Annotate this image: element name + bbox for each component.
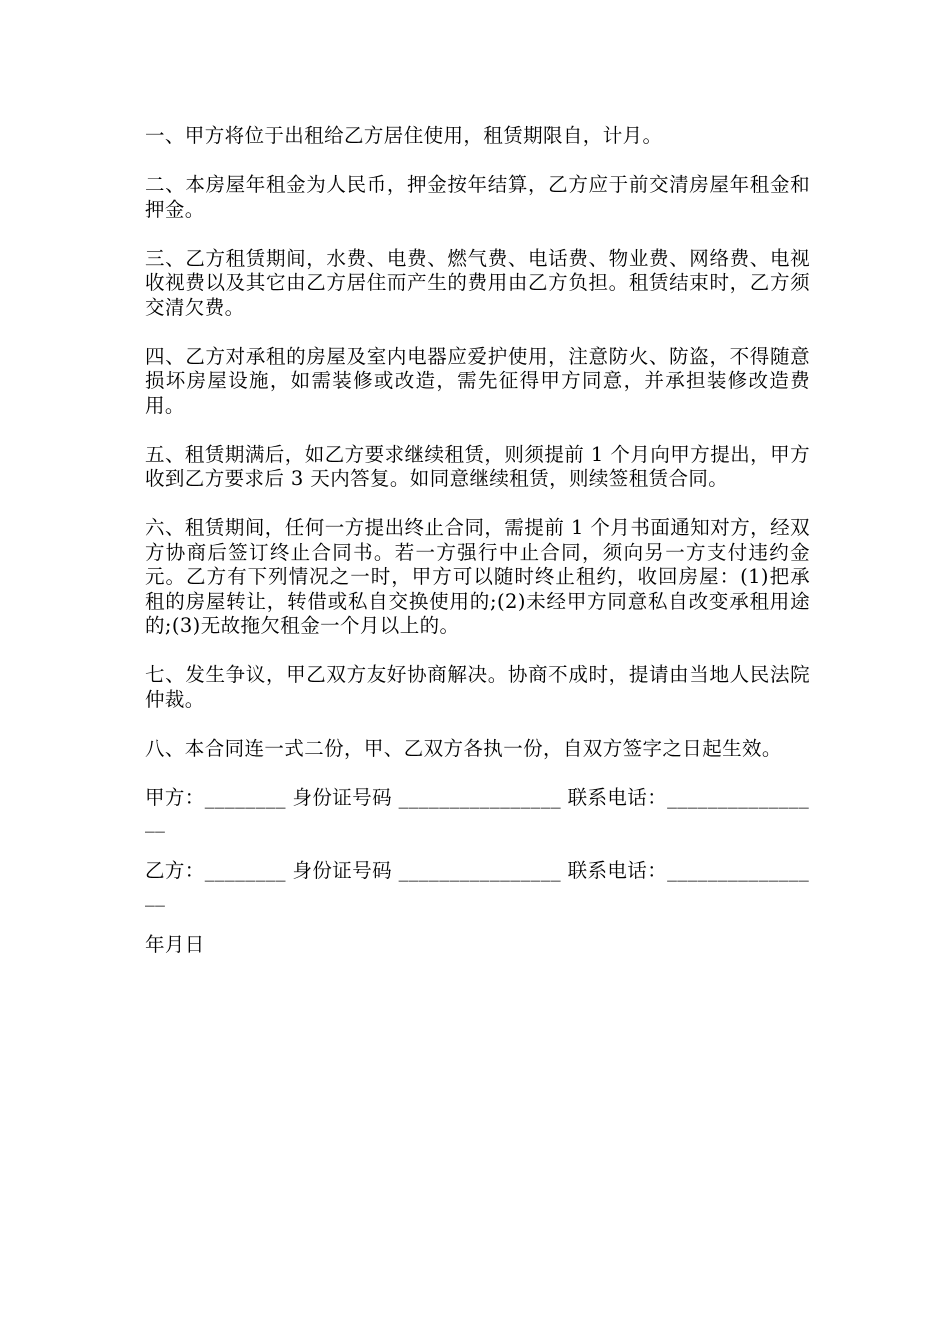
date-line: 年月日 (145, 932, 205, 956)
clause-8: 八、本合同连一式二份，甲、乙双方各执一份，自双方签字之日起生效。 (145, 736, 782, 760)
clause-3: 三、乙方租赁期间，水费、电费、燃气费、电话费、物业费、网络费、电视收视费以及其它由乙方居住而产生的费用由乙方负担。租赁结束时，乙方须交清欠费。 (145, 246, 810, 319)
signature-line-party-b: 乙方：________ 身份证号码 ________________ 联系电话：________________ (145, 859, 810, 907)
clause-6: 六、租赁期间，任何一方提出终止合同，需提前 1 个月书面通知对方，经双方协商后签订终止合同书。若一方强行中止合同，须向另一方支付违约金元。乙方有下列情况之一时，甲方可以随时终止租约，收回房屋：(1)把承租的房屋转让，转借或私自交换使用的;(2)未经甲方同意私自改变承租用途的;(3)无故拖欠租金一个月以上的。 (145, 516, 810, 637)
clause-7: 七、发生争议，甲乙双方友好协商解决。协商不成时，提请由当地人民法院仲裁。 (145, 663, 810, 711)
clause-4: 四、乙方对承租的房屋及室内电器应爱护使用，注意防火、防盗，不得随意损坏房屋设施，如需装修或改造，需先征得甲方同意，并承担装修改造费用。 (145, 344, 810, 417)
clause-2: 二、本房屋年租金为人民币，押金按年结算，乙方应于前交清房屋年租金和押金。 (145, 173, 810, 221)
clause-1: 一、甲方将位于出租给乙方居住使用，租赁期限自，计月。 (145, 124, 663, 147)
contract-body (145, 124, 810, 957)
clause-5: 五、租赁期满后，如乙方要求继续租赁，则须提前 1 个月向甲方提出，甲方收到乙方要求后 3 天内答复。如同意继续租赁，则续签租赁合同。 (145, 442, 810, 490)
signature-line-party-a: 甲方：________ 身份证号码 ________________ 联系电话：________________ (145, 785, 810, 833)
